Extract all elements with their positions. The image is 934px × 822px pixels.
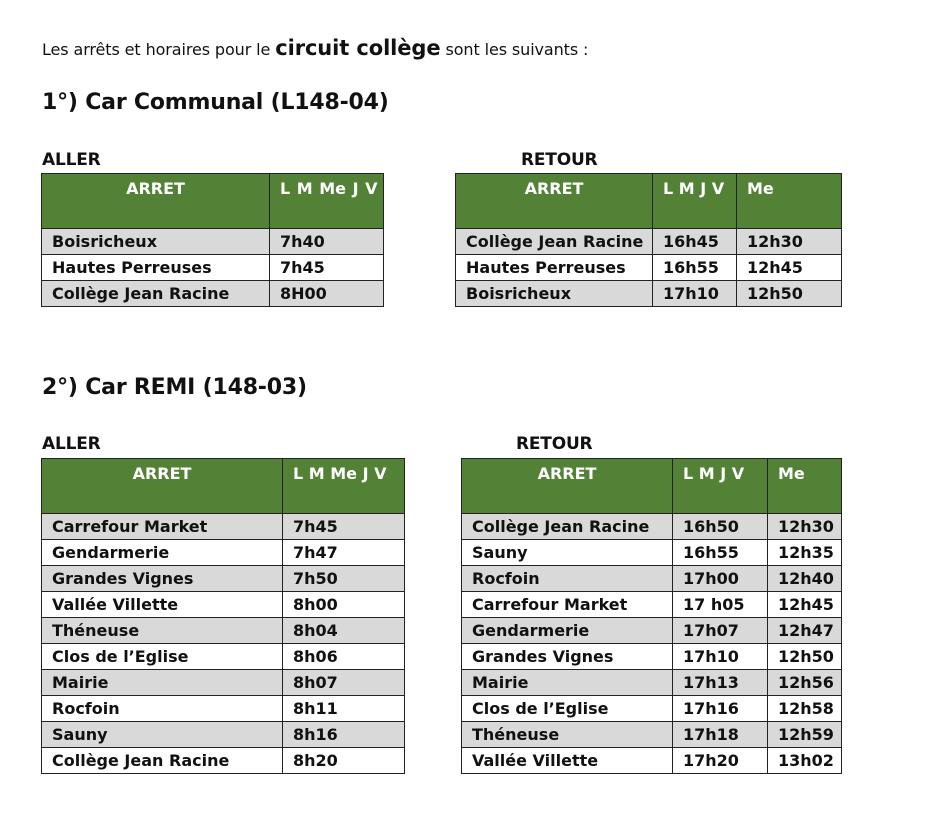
section-1-retour-table (455, 173, 842, 307)
section-2-retour-label: RETOUR (516, 434, 593, 454)
stop-cell: Grandes Vignes (42, 566, 283, 592)
time-cell-wednesday: 12h40 (768, 566, 842, 592)
time-cell-wednesday: 13h02 (768, 748, 842, 774)
stop-cell: Gendarmerie (462, 618, 673, 644)
time-cell-wednesday: 12h30 (737, 229, 842, 255)
table-row (462, 696, 842, 722)
column-header-stop: ARRET (462, 459, 673, 514)
table-row (462, 748, 842, 774)
time-cell-wednesday: 12h50 (737, 281, 842, 307)
column-header-wednesday: Me (737, 174, 842, 229)
stop-cell: Gendarmerie (42, 540, 283, 566)
stop-cell: Mairie (462, 670, 673, 696)
time-cell: 17h00 (673, 566, 768, 592)
time-cell: 17h13 (673, 670, 768, 696)
time-cell: 7h45 (283, 514, 405, 540)
table-header-row (42, 174, 384, 229)
column-header-stop: ARRET (456, 174, 653, 229)
table-row (42, 514, 405, 540)
intro-before: Les arrêts et horaires pour le (42, 40, 276, 59)
table-row (42, 644, 405, 670)
stop-cell: Sauny (42, 722, 283, 748)
stop-cell: Clos de l’Eglise (42, 644, 283, 670)
table-row (42, 281, 384, 307)
stop-cell: Carrefour Market (462, 592, 673, 618)
table-row (42, 229, 384, 255)
time-cell: 16h50 (673, 514, 768, 540)
time-cell: 8h04 (283, 618, 405, 644)
time-cell: 17h16 (673, 696, 768, 722)
table-header-row (456, 174, 842, 229)
time-cell: 8h06 (283, 644, 405, 670)
time-cell-wednesday: 12h59 (768, 722, 842, 748)
stop-cell: Grandes Vignes (462, 644, 673, 670)
time-cell: 17h18 (673, 722, 768, 748)
table-row (456, 255, 842, 281)
table-row (42, 618, 405, 644)
table-row (42, 748, 405, 774)
stop-cell: Mairie (42, 670, 283, 696)
time-cell: 16h45 (653, 229, 737, 255)
stop-cell: Théneuse (462, 722, 673, 748)
column-header-days: L M Me J V (283, 459, 405, 514)
time-cell: 8h11 (283, 696, 405, 722)
table-row (42, 696, 405, 722)
column-header-stop: ARRET (42, 174, 270, 229)
table-row (42, 592, 405, 618)
intro-emphasis: circuit collège (275, 36, 441, 60)
table-row (42, 670, 405, 696)
section-1-retour-label: RETOUR (521, 150, 598, 170)
stop-cell: Hautes Perreuses (456, 255, 653, 281)
time-cell-wednesday: 12h35 (768, 540, 842, 566)
stop-cell: Collège Jean Racine (42, 748, 283, 774)
stop-cell: Clos de l’Eglise (462, 696, 673, 722)
stop-cell: Sauny (462, 540, 673, 566)
time-cell-wednesday: 12h58 (768, 696, 842, 722)
column-header-days: L M J V (673, 459, 768, 514)
table-header-row (462, 459, 842, 514)
table-row (456, 229, 842, 255)
table-row (462, 670, 842, 696)
section-2-aller-table (41, 458, 405, 774)
table-row (42, 722, 405, 748)
table-row (462, 618, 842, 644)
time-cell: 17h20 (673, 748, 768, 774)
time-cell: 7h50 (283, 566, 405, 592)
stop-cell: Vallée Villette (42, 592, 283, 618)
section-2-title: 2°) Car REMI (148-03) (42, 375, 307, 400)
time-cell-wednesday: 12h45 (737, 255, 842, 281)
table-row (462, 566, 842, 592)
table-header-row (42, 459, 405, 514)
time-cell: 17h10 (653, 281, 737, 307)
time-cell: 7h45 (270, 255, 384, 281)
time-cell-wednesday: 12h47 (768, 618, 842, 644)
section-1-title: 1°) Car Communal (L148-04) (42, 90, 389, 115)
stop-cell: Collège Jean Racine (42, 281, 270, 307)
column-header-days: L M J V (653, 174, 737, 229)
time-cell: 8H00 (270, 281, 384, 307)
column-header-wednesday: Me (768, 459, 842, 514)
stop-cell: Boisricheux (456, 281, 653, 307)
column-header-stop: ARRET (42, 459, 283, 514)
time-cell: 8h16 (283, 722, 405, 748)
stop-cell: Vallée Villette (462, 748, 673, 774)
section-1-aller-label: ALLER (42, 150, 101, 170)
time-cell: 17h10 (673, 644, 768, 670)
time-cell-wednesday: 12h50 (768, 644, 842, 670)
table-row (462, 514, 842, 540)
stop-cell: Collège Jean Racine (462, 514, 673, 540)
table-row (462, 540, 842, 566)
stop-cell: Théneuse (42, 618, 283, 644)
column-header-days: L M Me J V (270, 174, 384, 229)
time-cell: 16h55 (673, 540, 768, 566)
section-2-aller-label: ALLER (42, 434, 101, 454)
time-cell: 17 h05 (673, 592, 768, 618)
intro-text (42, 35, 588, 63)
time-cell: 8h00 (283, 592, 405, 618)
table-row (42, 566, 405, 592)
time-cell-wednesday: 12h30 (768, 514, 842, 540)
table-row (42, 540, 405, 566)
table-row (462, 592, 842, 618)
time-cell: 8h20 (283, 748, 405, 774)
stop-cell: Rocfoin (42, 696, 283, 722)
stop-cell: Carrefour Market (42, 514, 283, 540)
time-cell: 17h07 (673, 618, 768, 644)
time-cell-wednesday: 12h45 (768, 592, 842, 618)
table-row (462, 722, 842, 748)
stop-cell: Rocfoin (462, 566, 673, 592)
table-row (42, 255, 384, 281)
table-row (456, 281, 842, 307)
section-1-aller-table (41, 173, 384, 307)
time-cell: 7h40 (270, 229, 384, 255)
stop-cell: Hautes Perreuses (42, 255, 270, 281)
time-cell: 7h47 (283, 540, 405, 566)
stop-cell: Collège Jean Racine (456, 229, 653, 255)
time-cell-wednesday: 12h56 (768, 670, 842, 696)
intro-after: sont les suivants : (440, 40, 589, 59)
time-cell: 16h55 (653, 255, 737, 281)
stop-cell: Boisricheux (42, 229, 270, 255)
table-row (462, 644, 842, 670)
time-cell: 8h07 (283, 670, 405, 696)
section-2-retour-table (461, 458, 842, 774)
